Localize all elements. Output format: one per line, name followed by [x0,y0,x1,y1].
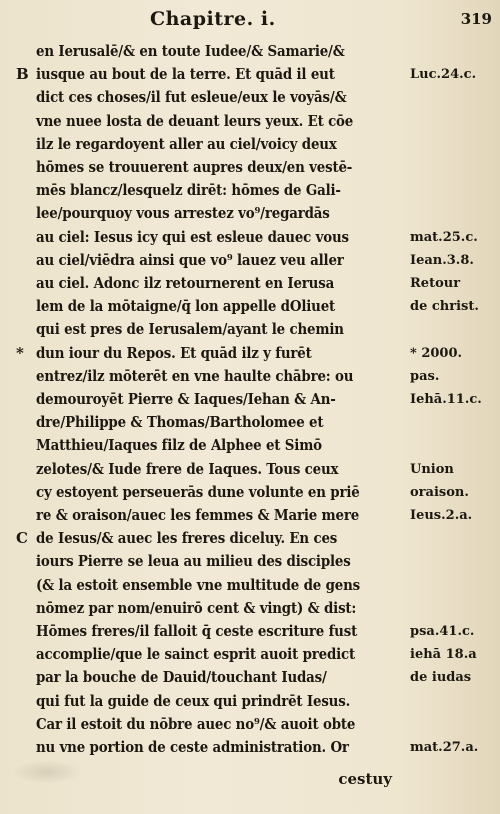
margin-note: psa.41.c. [410,624,475,639]
text-line: iours Pierre se leua au milieu des disciples [36,552,351,571]
paragraph-mark: * [16,343,24,362]
margin-note: mat.27.a. [410,740,479,755]
margin-note: Luc.24.c. [410,67,477,83]
text-line: lee/pourquoy vous arrestez vo⁹/regardās [36,204,330,223]
text-line: au ciel: Iesus icy qui est esleue dauec vous [36,227,349,246]
text-line: accomplie/que le sainct esprit auoit predict [36,645,356,664]
margin-note: Iehā.11.c. [410,392,482,407]
margin-note: pas. [410,368,440,384]
paper-stain [12,760,82,784]
text-line: lem de la mōtaigne/q̄ lon appelle dOliuet [36,297,336,316]
running-header [150,8,492,36]
margin-note: oraison. [410,484,469,500]
text-line: entrez/ilz mōterēt en vne haulte chābre: ou [36,366,354,385]
text-line: cy estoyent perseuerās dune volunte en priē [36,482,360,501]
text-line: nōmez par nom/enuirō cent & vingt) & dist: [36,598,357,617]
margin-note: mat.25.c. [410,229,478,245]
text-line: dun iour du Repos. Et quād ilz y furēt [36,343,312,362]
text-line: Hōmes freres/il falloit q̄ ceste escriture fust [36,622,358,640]
text-line: dict ces choses/il fut esleue/eux le voyās/& [36,88,347,107]
text-line: par la bouche de Dauid/touchant Iudas/ [36,668,327,687]
text-line: de Iesus/& auec les freres diceluy. En ces [36,529,338,548]
text-line: mēs blancz/lesquelz dirēt: hōmes de Gali- [36,181,341,200]
text-line: nu vne portion de ceste administration. Or [36,738,349,756]
margin-note: Union [410,461,454,477]
margin-note: de iudas [410,670,472,686]
text-line: au ciel/viēdra ainsi que vo⁹ lauez veu aller [36,250,344,269]
text-line: au ciel. Adonc ilz retournerent en Ierusa [36,274,335,292]
text-line: Car il estoit du nōbre auec no⁹/& auoit obte [36,714,356,733]
text-line: Matthieu/Iaques filz de Alphee et Simō [36,436,322,455]
text-line: ilz le regardoyent aller au ciel/voicy deux [36,134,337,153]
folio-number: 319 [460,10,492,28]
text-line: qui est pres de Ierusalem/ayant le chemin [36,320,344,339]
text-line: demouroyēt Pierre & Iaques/Iehan & An- [36,390,336,408]
paragraph-mark: C [16,529,28,548]
text-line: qui fut la guide de ceux qui prindrēt Iesus. [36,691,351,710]
margin-note: * 2000. [410,345,463,361]
text-line: hōmes se trouuerent aupres deux/en vestē- [36,158,353,176]
text-line: iusque au bout de la terre. Et quād il eut [36,65,335,84]
catchword: cestuy [338,770,392,788]
text-line: en Ierusalē/& en toute Iudee/& Samarie/& [36,42,345,60]
text-line: zelotes/& Iude frere de Iaques. Tous ceux [36,459,339,478]
text-line: (& la estoit ensemble vne multitude de gens [36,575,361,594]
text-line: dre/Philippe & Thomas/Bartholomee et [36,413,324,432]
margin-note: iehā 18.a [410,647,477,663]
text-line: vne nuee losta de deuant leurs yeux. Et cōe [36,111,354,130]
margin-note: de christ. [410,299,479,315]
running-title: Chapitre. i. [150,8,276,30]
margin-note: Ieus.2.a. [410,508,473,523]
paragraph-mark: B [16,65,29,84]
margin-note: Iean.3.8. [410,252,474,268]
margin-note: Retour [410,276,461,291]
text-line: re & oraison/auec les femmes & Marie mere [36,506,360,524]
